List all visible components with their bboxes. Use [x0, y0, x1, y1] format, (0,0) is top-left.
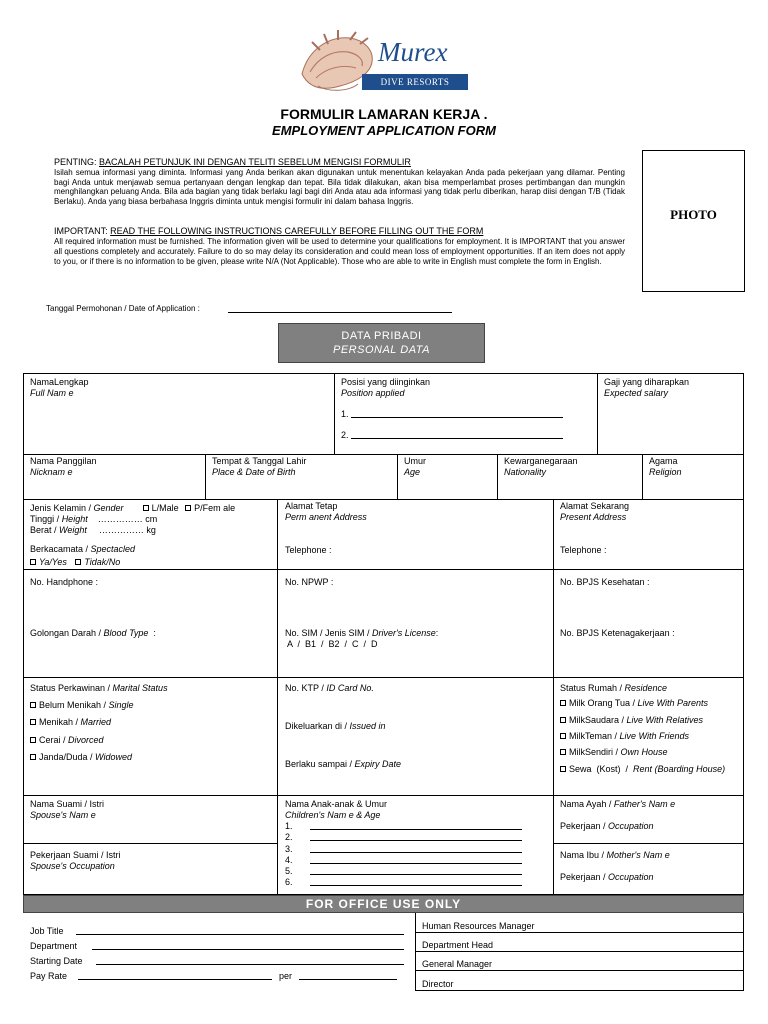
- spouse-name-field[interactable]: [30, 799, 275, 821]
- position-1-input[interactable]: [351, 410, 563, 418]
- no-checkbox[interactable]: [75, 559, 81, 565]
- spectacled-row: [30, 544, 275, 555]
- friends-option[interactable]: [560, 731, 740, 742]
- mother-occupation-field[interactable]: [560, 872, 740, 883]
- own-house-checkbox[interactable]: [560, 749, 566, 755]
- instructions-en: [54, 226, 625, 267]
- child-input[interactable]: [310, 833, 522, 841]
- starting-date-field[interactable]: [30, 956, 404, 967]
- gender-cell: [30, 503, 275, 568]
- bpjs-health-field[interactable]: [560, 577, 650, 588]
- male-label: L/Male: [151, 503, 179, 513]
- no-label: Tidak/No: [84, 557, 121, 567]
- parents-option[interactable]: [560, 698, 740, 709]
- children-line-1[interactable]: [285, 821, 547, 832]
- bpjs-health-label: No. BPJS Kesehatan :: [560, 577, 650, 587]
- married-label-en: Married: [80, 717, 112, 727]
- child-input[interactable]: [310, 878, 522, 886]
- personal-data-header: [278, 323, 485, 363]
- ktp-field[interactable]: [285, 683, 547, 694]
- marital-label: Status Perkawinan /: [30, 683, 113, 693]
- child-num: 4.: [285, 854, 293, 865]
- handphone-label: No. Handphone :: [30, 577, 99, 587]
- birth-label: Tempat & Tanggal Lahir: [212, 456, 307, 466]
- position-label-en: Position applied: [341, 388, 405, 398]
- relatives-option[interactable]: [560, 715, 740, 726]
- salary-label-en: Expected salary: [604, 388, 669, 398]
- child-input[interactable]: [310, 856, 522, 864]
- married-label: Menikah /: [39, 717, 81, 727]
- department-input[interactable]: [92, 942, 404, 950]
- male-checkbox[interactable]: [143, 505, 149, 511]
- gender-row: [30, 503, 275, 514]
- department-label: Department: [30, 941, 78, 951]
- position-num-2: 2.: [341, 430, 349, 440]
- boarding-label-en: Rent (Boarding House): [633, 764, 726, 774]
- form-title-id: FORMULIR LAMARAN KERJA .: [280, 106, 488, 122]
- father-name-field[interactable]: [560, 799, 740, 810]
- instructions-en-body: All required information must be furnished. The information given will be used to determine your qualifications for employment. It is IMPORTANT that you answer all questions completely and accurately. Failure to do so may delay its consideration and could mean loss of employment opportunities. If an item does not apply to you, or if there is no information to be given, please write N/A (Not Applicable). Those who are able to write in English must complete the form in English.: [54, 237, 625, 266]
- father-cell: [560, 799, 740, 832]
- boarding-checkbox[interactable]: [560, 766, 566, 772]
- mother-name-field[interactable]: [560, 850, 740, 861]
- driver-license-colon: :: [435, 628, 439, 638]
- instructions-id-prefix: PENTING:: [54, 157, 100, 167]
- height-label-en: Height: [61, 514, 88, 524]
- pay-rate-label: Pay Rate: [30, 971, 68, 981]
- weight-label: Berat /: [30, 525, 60, 535]
- children-line-5[interactable]: [285, 866, 547, 877]
- driver-license-label-en: Driver's License: [372, 628, 436, 638]
- date-of-application-label: Tanggal Permohonan / Date of Application :: [46, 304, 200, 313]
- residence-cell: [560, 683, 740, 775]
- single-option[interactable]: [30, 700, 275, 711]
- single-label-en: Single: [108, 700, 134, 710]
- ktp-label-en: ID Card No.: [326, 683, 374, 693]
- ktp-cell: [285, 683, 547, 770]
- job-title-label: Job Title: [30, 926, 64, 936]
- instructions-id-heading: BACALAH PETUNJUK INI DENGAN TELITI SEBELUM MENGISI FORMULIR: [99, 157, 411, 167]
- own-house-label: MilkSendiri /: [569, 747, 621, 757]
- residence-label: Status Rumah /: [560, 683, 625, 693]
- child-input[interactable]: [310, 822, 522, 830]
- marital-status-heading: [30, 683, 275, 694]
- npwp-field[interactable]: [285, 577, 333, 588]
- married-checkbox[interactable]: [30, 719, 36, 725]
- age-field[interactable]: [404, 456, 492, 478]
- job-title-input[interactable]: [76, 927, 404, 935]
- birth-field[interactable]: [212, 456, 392, 478]
- children-cell: [285, 799, 547, 889]
- present-address-field[interactable]: [560, 501, 740, 567]
- father-occupation-label: Pekerjaan /: [560, 821, 609, 831]
- nickname-label-en: Nicknam e: [30, 467, 73, 477]
- spouse-occupation-label: Pekerjaan Suami / Istri: [30, 850, 121, 860]
- job-title-field[interactable]: [30, 926, 404, 937]
- blood-type-label: Golongan Darah /: [30, 628, 104, 638]
- permanent-telephone-label: Telephone :: [285, 545, 332, 555]
- position-2-input[interactable]: [351, 431, 563, 439]
- bpjs-work-field[interactable]: [560, 628, 675, 639]
- expiry-label-en: Expiry Date: [354, 759, 402, 769]
- logo-name: Murex: [378, 37, 448, 67]
- instructions-id: [54, 157, 625, 206]
- spouse-occupation-label-en: Spouse's Occupation: [30, 861, 115, 871]
- photo-box[interactable]: [642, 150, 745, 292]
- marital-status-cell: [30, 683, 275, 763]
- parents-label-en: Live With Parents: [637, 698, 708, 708]
- full-name-field[interactable]: [30, 377, 330, 451]
- present-address-label-en: Present Address: [560, 512, 627, 522]
- mother-occupation-label-en: Occupation: [608, 872, 654, 882]
- nationality-label-en: Nationality: [504, 467, 547, 477]
- gender-label: Jenis Kelamin /: [30, 503, 94, 513]
- present-telephone-label: Telephone :: [560, 545, 607, 555]
- father-occupation-field[interactable]: [560, 821, 740, 832]
- pay-rate-input[interactable]: [78, 972, 272, 980]
- yes-label: Ya/Yes: [39, 557, 67, 567]
- spectacled-options: [30, 557, 275, 568]
- widowed-checkbox[interactable]: [30, 754, 36, 760]
- friends-checkbox[interactable]: [560, 733, 566, 739]
- full-name-label: NamaLengkap: [30, 377, 89, 387]
- expected-salary-field[interactable]: [604, 377, 740, 451]
- position-num-1: 1.: [341, 409, 349, 419]
- child-input[interactable]: [310, 845, 522, 853]
- permanent-address-label-en: Perm anent Address: [285, 512, 367, 522]
- divorced-checkbox[interactable]: [30, 737, 36, 743]
- height-label: Tinggi /: [30, 514, 62, 524]
- father-name-label: Nama Ayah /: [560, 799, 614, 809]
- pay-rate-period-input[interactable]: [299, 972, 397, 980]
- mother-name-label: Nama Ibu /: [560, 850, 607, 860]
- starting-date-label: Starting Date: [30, 956, 83, 966]
- mother-name-label-en: Mother's Nam e: [606, 850, 670, 860]
- friends-label-en: Live With Friends: [619, 731, 689, 741]
- department-head-signature[interactable]: Department Head: [422, 940, 494, 950]
- position-applied-field[interactable]: [341, 377, 591, 451]
- age-label-en: Age: [404, 467, 421, 477]
- blood-type-label-en: Blood Type: [103, 628, 149, 638]
- pay-rate-field[interactable]: [30, 971, 397, 982]
- child-num: 6.: [285, 877, 293, 888]
- spouse-occupation-field[interactable]: [30, 850, 275, 872]
- spectacled-label: Berkacamata /: [30, 544, 91, 554]
- children-line-4[interactable]: [285, 855, 547, 866]
- office-use-title: FOR OFFICE USE ONLY: [305, 897, 462, 911]
- own-house-option[interactable]: [560, 747, 740, 758]
- relatives-label: MilkSaudara /: [569, 715, 627, 725]
- position-label: Posisi yang diinginkan: [341, 377, 431, 387]
- permanent-address-label: Alamat Tetap: [285, 501, 338, 511]
- hr-manager-signature[interactable]: Human Resources Manager: [422, 921, 535, 931]
- friends-label: MilkTeman /: [569, 731, 620, 741]
- religion-field[interactable]: [649, 456, 739, 478]
- blood-type-colon: :: [148, 628, 156, 638]
- logo-tagline: DIVE RESORTS: [362, 74, 468, 90]
- driver-license-field[interactable]: [285, 628, 438, 650]
- religion-label-en: Religion: [649, 467, 682, 477]
- father-name-label-en: Father's Nam e: [613, 799, 676, 809]
- birth-label-en: Place & Date of Birth: [212, 467, 296, 477]
- spouse-name-label: Nama Suami / Istri: [30, 799, 105, 809]
- marital-label-en: Marital Status: [112, 683, 168, 693]
- relatives-checkbox[interactable]: [560, 717, 566, 723]
- children-label-en: Children's Nam e & Age: [285, 810, 381, 820]
- child-num: 3.: [285, 843, 293, 854]
- date-of-application: [46, 304, 200, 314]
- boarding-option[interactable]: [560, 764, 740, 775]
- instructions-en-heading: READ THE FOLLOWING INSTRUCTIONS CAREFULLY BEFORE FILLING OUT THE FORM: [110, 226, 484, 236]
- child-num: 5.: [285, 866, 293, 877]
- personal-data-header-en: PERSONAL DATA: [333, 344, 430, 356]
- divorced-label: Cerai /: [39, 735, 69, 745]
- child-num: 2.: [285, 832, 293, 843]
- divorced-label-en: Divorced: [68, 735, 104, 745]
- residence-label-en: Residence: [624, 683, 668, 693]
- father-occupation-label-en: Occupation: [608, 821, 654, 831]
- director-signature[interactable]: Director: [422, 979, 454, 989]
- height-row: [30, 514, 275, 525]
- widowed-label: Janda/Duda /: [39, 752, 96, 762]
- starting-date-input[interactable]: [96, 957, 404, 965]
- single-label: Belum Menikah /: [39, 700, 109, 710]
- spouse-name-label-en: Spouse's Nam e: [30, 810, 96, 820]
- children-label: Nama Anak-anak & Umur: [285, 799, 388, 809]
- nationality-field[interactable]: [504, 456, 638, 478]
- own-house-label-en: Own House: [620, 747, 668, 757]
- blood-type-field[interactable]: [30, 628, 156, 639]
- photo-label: PHOTO: [670, 207, 717, 222]
- instructions-id-body: Isilah semua informasi yang diminta. Informasi yang Anda berikan akan digunakan untuk menentukan kelayakan Anda pada pekerjaan yang dilamar. Penting bagi Anda untuk menjawab semua pertanyaan dengan lengkap dan tepat. Bila tidak dilakukan, akan bisa memperlambat proses pertimbangan dan mungkin menghilangkan peluang Anda. Bila ada bagian yang tidak berlaku lagi bagi diri Anda atau ada informasi yang tidak perlu diberikan, harap diisi dengan T/B (Tidak Berlaku). Anda yang biasa berbahasa Inggris diminta untuk mengisi formulir ini dalam bahasa Inggris.: [54, 168, 625, 206]
- female-checkbox[interactable]: [185, 505, 191, 511]
- child-input[interactable]: [310, 867, 522, 875]
- mother-occupation-label: Pekerjaan /: [560, 872, 609, 882]
- parents-checkbox[interactable]: [560, 700, 566, 706]
- married-option[interactable]: [30, 717, 275, 728]
- children-line-3[interactable]: [285, 844, 547, 855]
- expiry-date-field[interactable]: [285, 759, 547, 770]
- issued-label-en: Issued in: [349, 721, 386, 731]
- issued-in-field[interactable]: [285, 721, 547, 732]
- position-line-1: [341, 409, 591, 420]
- nationality-label: Kewarganegaraan: [504, 456, 578, 466]
- personal-data-header-id: DATA PRIBADI: [341, 330, 422, 342]
- residence-heading: [560, 683, 740, 694]
- height-input[interactable]: …………… cm: [97, 514, 158, 524]
- children-line-6[interactable]: [285, 877, 547, 888]
- divorced-option[interactable]: [30, 735, 275, 746]
- weight-input[interactable]: …………… kg: [98, 525, 156, 535]
- gender-label-en: Gender: [93, 503, 124, 513]
- weight-label-en: Weight: [59, 525, 87, 535]
- general-manager-signature[interactable]: General Manager: [422, 959, 493, 969]
- ktp-label: No. KTP /: [285, 683, 327, 693]
- female-label: P/Fem ale: [194, 503, 236, 513]
- pay-rate-per-label: per: [279, 971, 293, 981]
- driver-license-label: No. SIM / Jenis SIM /: [285, 628, 373, 638]
- full-name-label-en: Full Nam e: [30, 388, 74, 398]
- relatives-label-en: Live With Relatives: [626, 715, 703, 725]
- nickname-field[interactable]: [30, 456, 200, 478]
- position-line-2: [341, 430, 591, 441]
- instructions-en-prefix: IMPORTANT:: [54, 226, 111, 236]
- religion-label: Agama: [649, 456, 678, 466]
- widowed-option[interactable]: [30, 752, 275, 763]
- department-field[interactable]: [30, 941, 404, 952]
- weight-row: [30, 525, 275, 536]
- single-checkbox[interactable]: [30, 702, 36, 708]
- npwp-label: No. NPWP :: [285, 577, 334, 587]
- salary-label: Gaji yang diharapkan: [604, 377, 690, 387]
- boarding-label: Sewa (Kost) /: [569, 764, 634, 774]
- yes-checkbox[interactable]: [30, 559, 36, 565]
- permanent-address-field[interactable]: [285, 501, 547, 567]
- form-title-en: EMPLOYMENT APPLICATION FORM: [272, 123, 496, 138]
- license-types: A / B1 / B2 / C / D: [287, 639, 378, 649]
- children-line-2[interactable]: [285, 832, 547, 843]
- widowed-label-en: Widowed: [95, 752, 132, 762]
- expiry-label: Berlaku sampai /: [285, 759, 355, 769]
- date-of-application-field[interactable]: [228, 312, 452, 313]
- spectacled-label-en: Spectacled: [90, 544, 136, 554]
- office-use-header: [23, 895, 744, 913]
- logo: [298, 30, 472, 98]
- handphone-field[interactable]: [30, 577, 98, 588]
- nickname-label: Nama Panggilan: [30, 456, 97, 466]
- child-num: 1.: [285, 821, 293, 831]
- age-label: Umur: [404, 456, 426, 466]
- present-address-label: Alamat Sekarang: [560, 501, 630, 511]
- mother-cell: [560, 850, 740, 883]
- issued-label: Dikeluarkan di /: [285, 721, 350, 731]
- bpjs-work-label: No. BPJS Ketenagakerjaan :: [560, 628, 675, 638]
- parents-label: Milk Orang Tua /: [569, 698, 638, 708]
